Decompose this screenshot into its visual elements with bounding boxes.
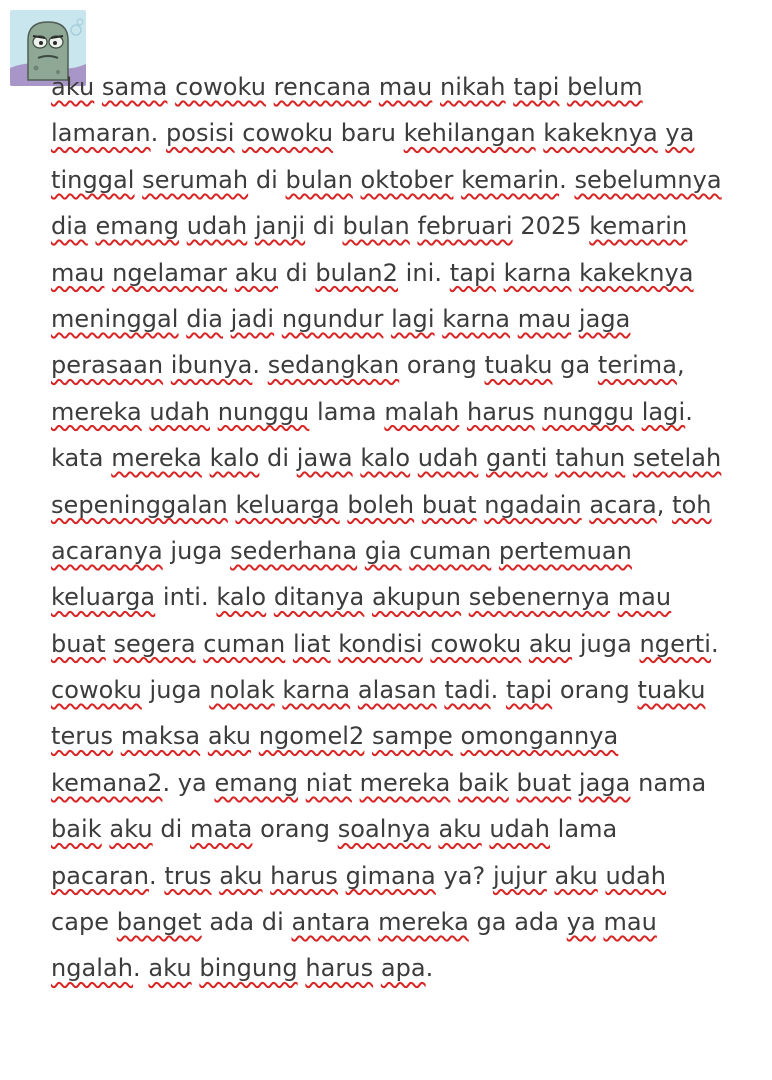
spellcheck-flagged-word: kondisi [338,629,423,658]
note-line [51,110,741,156]
note-text-run: . ya [162,768,215,797]
spellcheck-flagged-word: februari [417,212,513,241]
spellcheck-flagged-word: mereka [111,444,202,473]
spellcheck-flagged-word: ganti [486,444,548,473]
note-text-run [338,862,346,890]
spellcheck-flagged-word: keluarga [51,583,156,612]
spellcheck-flagged-word: kehilangan [403,119,536,148]
spellcheck-flagged-word: mereka [51,397,142,426]
note-text-run: di [278,258,316,287]
spellcheck-flagged-word: tapi [513,73,560,101]
spellcheck-flagged-word: tapi [505,676,553,705]
note-text-run: juga [141,676,210,705]
spellcheck-flagged-word: udah [605,861,667,890]
spellcheck-flagged-word: trus [164,861,212,890]
spellcheck-flagged-word: nikah [440,73,506,101]
note-text-run: juga [572,629,640,658]
note-text-run [104,259,112,287]
spellcheck-flagged-word: aku [234,258,279,287]
spellcheck-flagged-word: jawa [296,444,353,473]
spellcheck-flagged-word: cowoku [430,629,522,658]
note-text-run [371,73,379,101]
spellcheck-flagged-word: aku [438,815,482,844]
spellcheck-flagged-word: liat [292,629,331,658]
note-text-run: , [677,351,685,380]
note-text-run [559,73,567,101]
note-line [51,435,741,481]
spellcheck-flagged-word: mereka [378,908,469,937]
spellcheck-flagged-word: udah [489,815,550,844]
note-text-run [285,630,293,658]
spellcheck-flagged-word: perasaan [51,351,164,380]
spellcheck-flagged-word: udah [149,397,210,426]
note-line [51,482,741,528]
note-text-run: ga ada [468,908,567,937]
spellcheck-flagged-word: nunggu [217,397,310,426]
note-line [51,64,741,110]
spellcheck-flagged-word: kemarin [589,212,688,241]
note-text-run: . [150,119,166,148]
note-line [51,760,741,806]
spellcheck-flagged-word: mau [617,583,672,612]
note-text-run: orang [552,676,638,705]
spellcheck-flagged-word: emang [95,212,179,241]
note-text-run: di [259,444,297,473]
spellcheck-flagged-word: mau [603,908,657,937]
note-text-run: . [559,165,575,194]
spellcheck-flagged-word: nunggu [542,397,635,426]
note-text-run: cape [51,908,117,937]
note-text-run [94,73,102,101]
spellcheck-flagged-word: alasan [357,676,437,705]
note-text-run: di [152,815,191,844]
note-text-run [410,444,418,472]
note-text-run [210,398,218,426]
note-text-run [223,305,231,333]
spellcheck-flagged-word: kakeknya [579,258,694,287]
spellcheck-flagged-word: keluarga [235,490,340,519]
spellcheck-flagged-word: sederhana [230,536,358,565]
spellcheck-flagged-word: sampe [372,722,453,751]
note-text-run [202,444,210,472]
spellcheck-flagged-word: mau [51,258,105,287]
note-line [51,389,741,435]
note-text-run [634,398,642,426]
spellcheck-flagged-word: gia [364,536,402,565]
note-text-run: ya? [435,861,493,890]
note-text-run: nama [630,768,707,797]
note-text-run [350,676,358,704]
note-text-run [357,537,365,565]
spellcheck-flagged-word: mau [378,73,433,101]
spellcheck-flagged-word: terus [51,722,114,751]
note-line [51,899,741,945]
spellcheck-flagged-word: udah [186,212,248,241]
spellcheck-flagged-word: jadi [230,304,275,333]
spellcheck-flagged-word: lagi [641,397,686,426]
spellcheck-flagged-word: kakeknya [543,119,658,148]
note-line [51,342,741,388]
spellcheck-flagged-word: harus [270,861,338,890]
spellcheck-flagged-word: ngundur [281,304,384,333]
note-text-run [432,73,440,101]
spellcheck-flagged-word: bulan [285,165,353,194]
spellcheck-flagged-word: cowoku [175,73,266,101]
spellcheck-flagged-word: tapi [449,258,496,287]
note-text-run: . [133,954,149,983]
spellcheck-flagged-word: udah [417,444,479,473]
spellcheck-flagged-word: aku [554,861,598,890]
spellcheck-flagged-word: harus [305,954,374,983]
spellcheck-flagged-word: bulan2 [315,258,398,287]
spellcheck-flagged-word: meninggal [51,304,179,333]
spellcheck-flagged-word: terima [597,351,677,380]
spellcheck-flagged-word: buat [51,629,106,658]
note-text-run [251,722,259,750]
note-text-run [247,212,255,240]
note-text-run: inti. [155,583,217,612]
note-line [51,945,741,991]
spellcheck-flagged-word: jaga [578,304,631,333]
note-text-run: baru [333,119,404,148]
spellcheck-flagged-word: serumah [142,165,249,194]
note-text-run [167,73,175,101]
note-text-run: . [425,954,434,983]
note-text-run: orang [399,351,485,380]
spellcheck-flagged-word: kalo [360,444,411,473]
note-text-run [461,583,469,611]
spellcheck-flagged-word: aku [148,954,192,983]
note-text-run: 2025 [512,212,590,241]
spellcheck-flagged-word: sedangkan [267,351,400,380]
note-line [51,621,741,667]
note-line [51,853,741,899]
spellcheck-flagged-word: aku [207,722,252,751]
note-text-run [459,398,467,426]
spellcheck-flagged-word: banget [116,908,202,937]
spellcheck-flagged-word: mata [190,815,253,844]
note-text-run [370,908,378,936]
spellcheck-flagged-word: aku [109,815,153,844]
note-text-run [262,862,270,890]
spellcheck-flagged-word: pacaran [51,861,149,890]
note-text-run [298,769,306,797]
spellcheck-flagged-word: acara [589,490,657,519]
note-text-run [547,862,555,890]
note-text-run: , [656,490,673,519]
spellcheck-flagged-word: kalo [216,583,267,612]
note-text-run: . [685,397,693,426]
note-text-run [453,722,461,750]
spellcheck-flagged-word: akupun [372,583,462,612]
spellcheck-flagged-word: tuaku [484,351,553,380]
note-body [51,64,741,992]
note-line [51,574,741,620]
spellcheck-flagged-word: apa [380,954,426,983]
spellcheck-flagged-word: boleh [347,490,415,519]
note-text-run: . [711,629,719,658]
note-text-run [113,722,121,750]
spellcheck-flagged-word: janji [254,212,306,241]
spellcheck-flagged-word: cuman [203,629,286,658]
spellcheck-flagged-word: toh [672,490,712,519]
note-text-run [200,722,208,750]
spellcheck-flagged-word: setelah [632,444,722,473]
spellcheck-flagged-word: jaga [578,768,631,797]
spellcheck-flagged-word: buat [516,768,572,797]
spellcheck-flagged-word: ditanya [273,583,365,612]
note-text-run: kata [51,444,112,473]
spellcheck-flagged-word: sebenernya [468,583,611,612]
note-text-run [571,769,579,797]
spellcheck-flagged-word: mereka [359,768,451,797]
spellcheck-flagged-word: belum [567,73,643,101]
spellcheck-flagged-word: kemarin [461,165,560,194]
spellcheck-flagged-word: cowoku [51,676,142,705]
spellcheck-flagged-word: posisi [165,119,235,148]
note-line [51,203,741,249]
note-line [51,528,741,574]
spellcheck-flagged-word: ya [665,119,695,148]
note-text-run: ada di [201,908,292,937]
spellcheck-flagged-word: cowoku [242,119,334,148]
note-line [51,157,741,203]
note-line [51,250,741,296]
spellcheck-flagged-word: ngomel2 [258,722,365,751]
note-text-run [571,305,579,333]
note-text-run [163,351,171,379]
spellcheck-flagged-word: bingung [199,954,298,983]
note-line [51,713,741,759]
spellcheck-flagged-word: gimana [345,861,436,890]
spellcheck-flagged-word: rencana [273,73,372,101]
note-text-run [496,259,504,287]
note-text-run: . [490,676,506,705]
spellcheck-flagged-word: tadi [444,676,491,705]
note-text-run [610,583,618,611]
spellcheck-flagged-word: tuaku [637,676,706,705]
spellcheck-flagged-word: karna [282,676,351,705]
note-text-run [453,166,461,194]
spellcheck-flagged-word: bulan [342,212,410,241]
spellcheck-flagged-word: ngelamar [112,258,228,287]
spellcheck-flagged-word: ibunya [170,351,253,380]
spellcheck-flagged-word: aku [528,629,573,658]
spellcheck-flagged-word: ngalah [51,954,134,983]
note-text-run: lama [549,815,618,844]
spellcheck-flagged-word: maksa [120,722,201,751]
spellcheck-flagged-word: aku [51,73,95,101]
spellcheck-flagged-word: sama [101,73,168,101]
note-text-run [266,583,274,611]
note-text-run [491,537,499,565]
note-text-run [373,954,381,982]
spellcheck-flagged-word: tinggal [51,165,135,194]
spellcheck-flagged-word: lagi [391,304,435,333]
spellcheck-flagged-word: antara [291,908,371,937]
spellcheck-flagged-word: tahun [555,444,626,473]
spellcheck-flagged-word: malah [384,397,460,426]
spellcheck-flagged-word: mau [517,304,572,333]
note-text-run [625,444,633,472]
note-text-run: ga [552,351,598,380]
note-text-run [266,73,274,101]
spellcheck-flagged-word: segera [113,629,196,658]
spellcheck-flagged-word: oktober [360,165,454,194]
note-text-run [571,259,579,287]
spellcheck-flagged-word: emang [214,768,299,797]
note-text-run [227,259,235,287]
spellcheck-flagged-word: aku [219,861,263,890]
spellcheck-flagged-word: ngerti [639,629,711,658]
spellcheck-flagged-word: sepeninggalan [51,490,228,519]
note-text-run: lama [309,397,385,426]
note-text-run [450,769,458,797]
note-text-run [274,305,282,333]
spellcheck-flagged-word: ya [566,908,596,937]
spellcheck-flagged-word: niat [305,768,352,797]
note-text-run [478,444,486,472]
spellcheck-flagged-word: karna [503,258,572,287]
note-line [51,806,741,852]
note-text-run: orang [252,815,338,844]
spellcheck-flagged-word: jujur [492,861,547,890]
spellcheck-flagged-word: soalnya [337,815,431,844]
note-text-run: . [148,861,165,890]
spellcheck-flagged-word: sebelumnya [574,165,722,194]
spellcheck-flagged-word: nolak [209,676,275,705]
spellcheck-flagged-word: kemana2 [51,768,163,797]
note-text-run [414,491,422,519]
note-text-run [383,305,391,333]
note-text-run [521,630,529,658]
spellcheck-flagged-word: baik [458,768,509,797]
note-text-run [179,212,187,240]
note-line [51,296,741,342]
spellcheck-flagged-word: cuman [409,536,492,565]
note-text-run [510,305,518,333]
note-text-run: . [252,351,268,380]
spellcheck-flagged-word: baik [51,815,102,844]
spellcheck-flagged-word: kalo [209,444,260,473]
note-text-run: ini. [398,258,450,287]
spellcheck-flagged-word: acaranya [51,536,163,565]
spellcheck-flagged-word: omongannya [460,722,619,751]
note-text-run [364,583,372,611]
spellcheck-flagged-word: lamaran [51,119,151,148]
spellcheck-flagged-word: karna [442,304,511,333]
note-line [51,667,741,713]
spellcheck-flagged-word: ngadain [484,490,582,519]
note-text-run [352,769,360,797]
spellcheck-flagged-word: harus [466,397,535,426]
note-text-run: di [305,212,343,241]
spellcheck-flagged-word: dia [186,304,223,333]
note-text-run [364,722,372,750]
note-text-run: juga [162,536,231,565]
note-text-run: di [248,165,286,194]
spellcheck-flagged-word: pertemuan [498,536,632,565]
note-text-run [353,166,361,194]
spellcheck-flagged-word: buat [421,490,477,519]
spellcheck-flagged-word: dia [51,212,88,241]
